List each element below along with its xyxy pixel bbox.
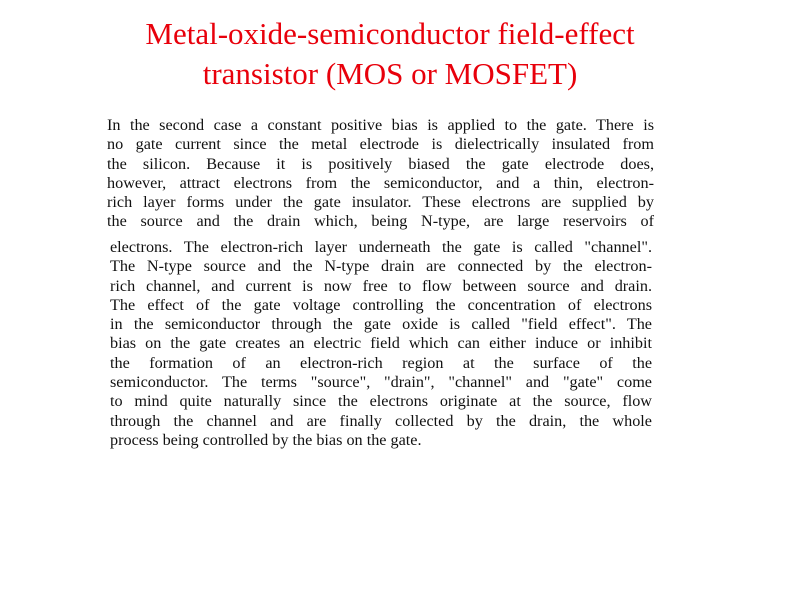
slide-title-line-1: Metal-oxide-semiconductor field-effect	[145, 16, 635, 51]
text-line: the formation of an electron-rich region at the surface of the	[110, 353, 652, 372]
text-line: however, attract electrons from the semiconductor, and a thin, electron-	[107, 173, 654, 192]
slide-title-line-2: transistor (MOS or MOSFET)	[202, 56, 578, 91]
text-line: The effect of the gate voltage controlling the concentration of electrons	[110, 295, 652, 314]
text-line: rich channel, and current is now free to flow between source and drain.	[110, 276, 652, 295]
text-line: electrons. The electron-rich layer underneath the gate is called "channel".	[110, 238, 652, 256]
text-line: bias on the gate creates an electric field which can either induce or inhibit	[110, 334, 652, 353]
text-line: The N-type source and the N-type drain are connected by the electron-	[110, 257, 652, 276]
text-line: in the semiconductor through the gate oxide is called "field effect". The	[110, 315, 652, 334]
text-line: through the channel and are finally collected by the drain, the whole	[110, 411, 652, 430]
text-line: the source and the drain which, being N-type, are large reservoirs of	[107, 212, 654, 231]
text-line: In the second case a constant positive bias is applied to the gate. There is	[107, 116, 654, 134]
text-line: to mind quite naturally since the electrons originate at the source, flow	[110, 392, 652, 411]
text-line: no gate current since the metal electrode is dielectrically insulated from	[107, 135, 654, 154]
scanned-paragraph-part-1	[107, 116, 654, 232]
text-line: rich layer forms under the gate insulator. These electrons are supplied by	[107, 193, 654, 212]
text-line: semiconductor. The terms "source", "drain", "channel" and "gate" come	[110, 373, 652, 392]
text-line: process being controlled by the bias on the gate.	[110, 430, 422, 449]
slide-title	[0, 14, 780, 94]
text-line: the silicon. Because it is positively biased the gate electrode does,	[107, 154, 654, 173]
scanned-paragraph-part-2	[110, 238, 652, 450]
